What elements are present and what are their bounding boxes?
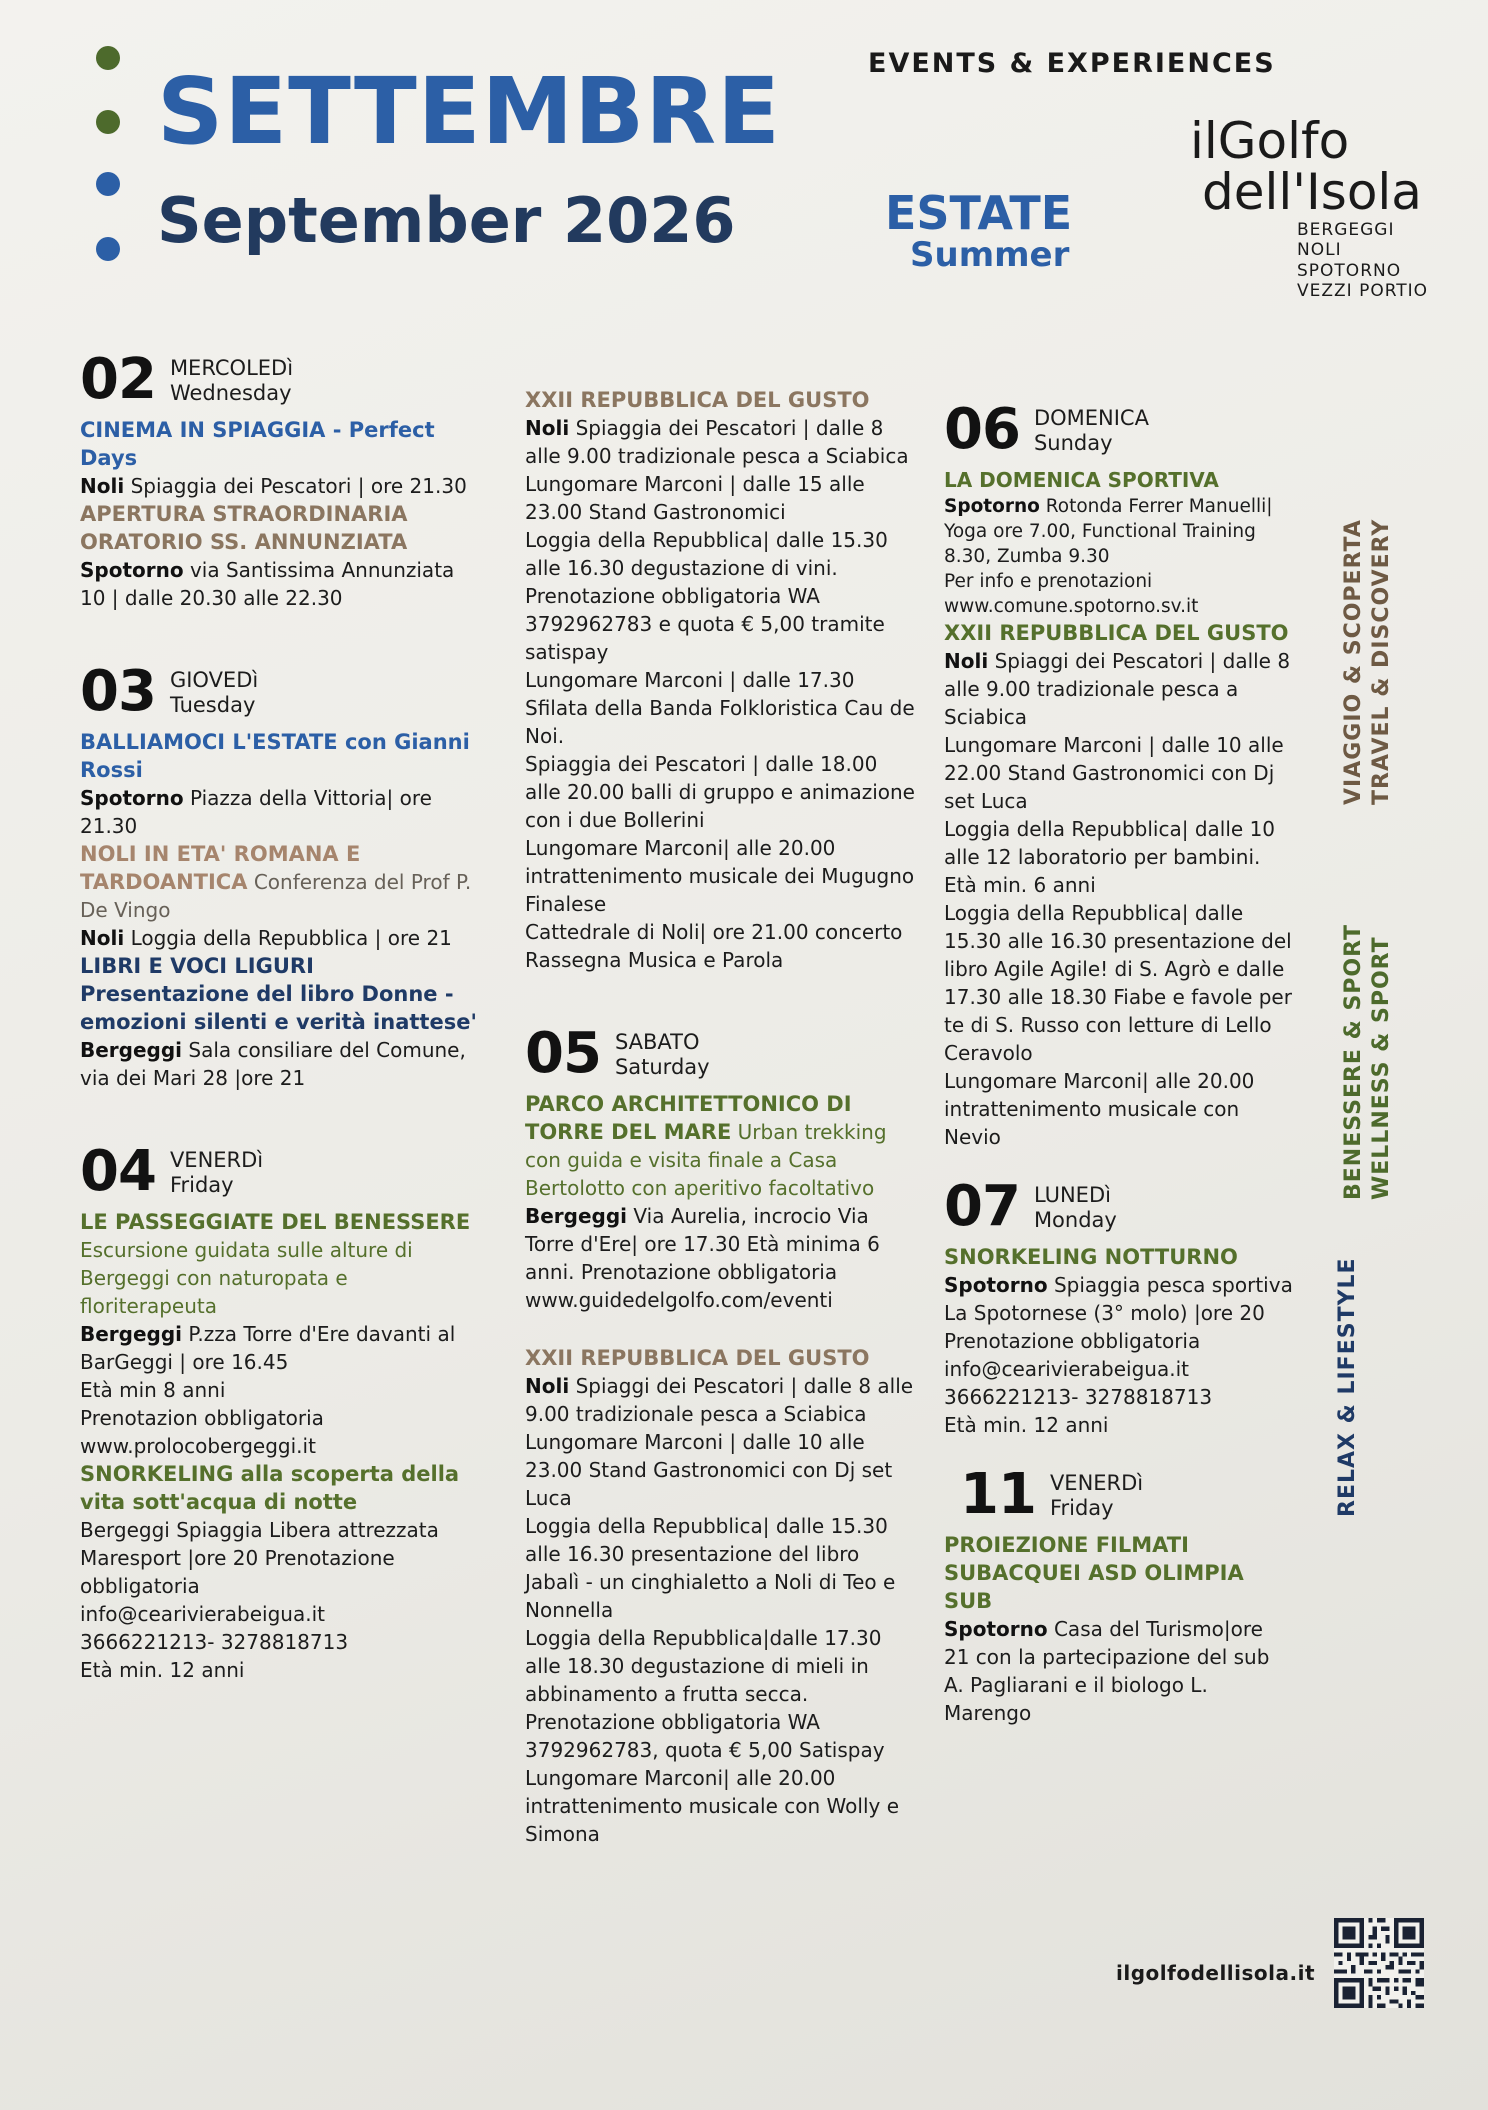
event-oratorio (80, 500, 480, 612)
seal-sub-label: Summer (910, 235, 1070, 275)
day-header-03 (80, 659, 480, 724)
day-name-en: Tuesday (169, 693, 256, 717)
event-title: LIBRI E VOCI LIGURI (80, 954, 314, 978)
event-snorkeling-notturno (944, 1243, 1294, 1439)
day-names (1050, 1469, 1143, 1521)
event-repubblica-gusto-06 (944, 619, 1294, 1151)
event-title: XXII REPUBBLICA DEL GUSTO (525, 1346, 870, 1370)
day-header-05 (525, 1021, 915, 1086)
side-label-text: RELAX & LIFESTYLE (1335, 1257, 1360, 1517)
town-list (1297, 220, 1428, 302)
event-place: Noli (80, 926, 125, 950)
event-details: Rotonda Ferrer Manuelli| Yoga ore 7.00, Functional Training 8.30, Zumba 9.30 (944, 496, 1273, 567)
event-line: Per info e prenotazioni (944, 571, 1153, 592)
event-line: Età min. 12 anni (80, 1658, 245, 1682)
day-names (170, 354, 293, 406)
event-place: Noli (944, 649, 989, 673)
event-line: Loggia della Repubblica| dalle 10 alle 12 laboratorio per bambini. Età min. 6 anni (944, 817, 1276, 897)
event-place: Bergeggi (525, 1204, 628, 1228)
event-parco-architettonico (525, 1090, 915, 1314)
event-line: Lungomare Marconi | dalle 10 alle 23.00 Stand Gastronomici con Dj set Luca (525, 1430, 893, 1510)
day-names (1034, 1181, 1117, 1233)
event-domenica-sportiva (944, 466, 1294, 619)
event-cinema-spiaggia (80, 416, 480, 500)
event-snorkeling-notte (80, 1460, 480, 1684)
event-place: Noli (525, 1374, 570, 1398)
side-label-en: WELLNESS & SPORT (1369, 936, 1394, 1200)
blue-dot-icon (96, 172, 120, 196)
qr-code-icon[interactable] (1334, 1918, 1424, 2008)
event-line: Lungomare Marconi| alle 20.00 intrattenimento musicale con Nevio (944, 1069, 1255, 1149)
blue-dot-icon (96, 237, 120, 261)
event-title: XXII REPUBBLICA DEL GUSTO (525, 388, 870, 412)
event-place: Spotorno (944, 1617, 1048, 1641)
day-names (1034, 404, 1149, 456)
day-number: 03 (80, 659, 156, 724)
side-label-it: BENESSERE & SPORT (1341, 923, 1366, 1200)
day-header-02 (80, 347, 480, 412)
event-title: PROIEZIONE FILMATI SUBACQUEI ASD OLIMPIA SUB (944, 1533, 1244, 1613)
event-details: Bergeggi Spiaggia Libera attrezzata Maresport |ore 20 Prenotazione obbligatoria (80, 1518, 439, 1598)
event-place: Spotorno (80, 786, 184, 810)
event-details: Spiaggia dei Pescatori | ore 21.30 (130, 474, 467, 498)
town-item: NOLI (1297, 240, 1342, 261)
event-line: Età min 8 anni (80, 1378, 226, 1402)
event-line: Loggia della Repubblica| dalle 15.30 alle 16.30 presentazione del libro Jabalì - un cinghialetto a Noli di Teo e Nonnella (525, 1514, 896, 1622)
brand-line1: ilGolfo (1190, 112, 1350, 170)
event-place: Noli (525, 416, 570, 440)
event-details: Spiaggi dei Pescatori | dalle 8 alle 9.00 tradizionale pesca a Sciabica (944, 649, 1291, 729)
day-name-en: Sunday (1033, 431, 1113, 455)
event-details: P.zza Torre d'Ere davanti al BarGeggi | ore 16.45 (80, 1322, 456, 1374)
event-line: Lungomare Marconi| alle 20.00 intrattenimento musicale con Wolly e Simona (525, 1766, 899, 1846)
day-header-06 (944, 397, 1294, 462)
event-title: SNORKELING NOTTURNO (944, 1245, 1238, 1269)
event-noli-romana (80, 840, 480, 952)
event-place: Bergeggi (80, 1322, 183, 1346)
event-link: www.comune.spotorno.sv.it (944, 596, 1199, 617)
event-line: Prenotazion obbligatoria (80, 1406, 324, 1430)
event-line: Lungomare Marconi| alle 20.00 intrattenimento musicale dei Mugugno Finalese (525, 836, 915, 916)
day-name-en: Monday (1033, 1208, 1117, 1232)
event-email: info@cearivierabeigua.it (944, 1357, 1189, 1381)
day-name-it: VENERDì (1049, 1471, 1144, 1495)
event-details: via Santissima Annunziata 10 | dalle 20.30 alle 22.30 (80, 558, 455, 610)
event-title: LA DOMENICA SPORTIVA (944, 468, 1219, 492)
event-subtitle: Escursione guidata sulle alture di Bergeggi con naturopata e floriterapeuta (80, 1238, 413, 1318)
day-name-it: MERCOLEDì (169, 356, 294, 380)
day-names (170, 1146, 263, 1198)
event-title: ORATORIO SS. ANNUNZIATA (80, 530, 408, 554)
event-line: Prenotazione obbligatoria WA 3792962783, quota € 5,00 Satispay (525, 1710, 885, 1762)
event-subtitle: Conferenza del Prof P. De Vingo (80, 870, 472, 922)
website-link[interactable]: ilgolfodellisola.it (1116, 1961, 1316, 1985)
event-filmati-subacquei (944, 1531, 1294, 1727)
brand-line2: dell'Isola (1202, 163, 1422, 221)
seal-ring-text: EVENTS & EXPERIENCES (868, 48, 1276, 79)
event-title: LE PASSEGGIATE DEL BENESSERE (80, 1210, 471, 1234)
page-title: SETTEMBRE (157, 58, 781, 165)
day-header-11 (944, 1462, 1294, 1527)
day-name-en: Friday (1049, 1496, 1114, 1520)
event-details: Spiaggia pesca sportiva La Spotornese (3° molo) |ore 20 (944, 1273, 1293, 1325)
event-title: CINEMA IN SPIAGGIA - Perfect Days (80, 418, 435, 470)
event-balliamoci (80, 728, 480, 840)
event-repubblica-gusto-04 (525, 386, 915, 974)
day-number: 05 (525, 1021, 601, 1086)
day-number: 07 (944, 1174, 1020, 1239)
column-3 (944, 397, 1294, 1727)
event-phone: 3666221213- 3278818713 (80, 1630, 349, 1654)
day-number: 06 (944, 397, 1020, 462)
day-header-04 (80, 1139, 480, 1204)
side-label-en: TRAVEL & DISCOVERY (1369, 518, 1394, 805)
event-title: SNORKELING alla scoperta della vita sott'acqua di notte (80, 1462, 460, 1514)
side-label-viaggio (1340, 500, 1396, 805)
day-names (170, 666, 258, 718)
page-subtitle: September 2026 (157, 184, 736, 257)
day-name-it: LUNEDì (1033, 1183, 1111, 1207)
event-place: Spotorno (80, 558, 184, 582)
event-details: Spiaggi dei Pescatori | dalle 8 alle 9.00 tradizionale pesca a Sciabica (525, 1374, 914, 1426)
column-1 (80, 347, 480, 1684)
event-line: Loggia della Repubblica| dalle 15.30 alle 16.30 presentazione del libro Agile Agile! di S. Agrò e dalle 17.30 alle 18.30 Fiabe e favole per te di S. Russo con letture di Lello Ceravolo (944, 901, 1292, 1065)
event-line: Cattedrale di Noli| ore 21.00 concerto Rassegna Musica e Parola (525, 920, 903, 972)
event-place: Spotorno (944, 496, 1040, 517)
event-details: Casa del Turismo|ore 21 con la partecipazione del sub A. Pagliarani e il biologo L. Marengo (944, 1617, 1270, 1725)
event-details: Piazza della Vittoria| ore 21.30 (80, 786, 432, 838)
town-item: SPOTORNO (1297, 260, 1402, 281)
event-repubblica-gusto-05 (525, 1344, 915, 1848)
town-item: VEZZI PORTIO (1297, 281, 1429, 302)
town-item: BERGEGGI (1297, 220, 1395, 240)
event-link: www.guidedelgolfo.com/eventi (525, 1288, 833, 1312)
event-libri-voci (80, 952, 480, 1092)
event-subtitle: Urban trekking con guida e visita finale a Casa Bertolotto con aperitivo facoltativo (525, 1120, 887, 1200)
brand-logo (1190, 112, 1422, 221)
event-place: Noli (80, 474, 125, 498)
day-name-en: Wednesday (169, 381, 292, 405)
day-name-en: Friday (169, 1173, 234, 1197)
event-line: Lungomare Marconi | dalle 10 alle 22.00 Stand Gastronomici con Dj set Luca (944, 733, 1284, 813)
seal-main-label: ESTATE (885, 186, 1073, 240)
day-number: 02 (80, 347, 156, 412)
side-label-relax (1334, 1252, 1362, 1517)
event-details: Sala consiliare del Comune, via dei Mari 28 |ore 21 (80, 1038, 466, 1090)
day-number: 04 (80, 1139, 156, 1204)
event-subtitle: Presentazione del libro Donne -emozioni silenti e verità inattese' (80, 982, 477, 1034)
day-names (615, 1028, 710, 1080)
event-place: Spotorno (944, 1273, 1048, 1297)
event-title: XXII REPUBBLICA DEL GUSTO (944, 621, 1289, 645)
event-details: Loggia della Repubblica | ore 21 (130, 926, 452, 950)
event-title: BALLIAMOCI L'ESTATE con Gianni Rossi (80, 730, 470, 782)
event-details: Via Aurelia, incrocio Via Torre d'Ere| ore 17.30 Età minima 6 anni. Prenotazione obbligatoria (525, 1204, 880, 1284)
event-passeggiate (80, 1208, 480, 1460)
event-phone: 3666221213- 3278818713 (944, 1385, 1213, 1409)
event-line: Spiaggia dei Pescatori | dalle 18.00 alle 20.00 balli di gruppo e animazione con i due Bollerini (525, 752, 915, 832)
day-name-it: VENERDì (169, 1148, 264, 1172)
day-name-it: GIOVEDì (169, 668, 259, 692)
event-place: Bergeggi (80, 1038, 183, 1062)
day-header-07 (944, 1174, 1294, 1239)
event-title: NOLI IN ETA' ROMANA E TARDOANTICA (80, 842, 361, 894)
event-line: Età min. 12 anni (944, 1413, 1109, 1437)
event-line: Loggia della Repubblica|dalle 17.30 alle 18.30 degustazione di mieli in abbinamento a frutta secca. (525, 1626, 882, 1706)
green-dot-icon (96, 46, 120, 70)
event-title: PARCO ARCHITETTONICO DI TORRE DEL MARE (525, 1092, 852, 1144)
event-line: Lungomare Marconi | dalle 17.30 Sfilata della Banda Folkloristica Cau de Noi. (525, 668, 915, 748)
green-dot-icon (96, 110, 120, 134)
event-link: www.prolocobergeggi.it (80, 1434, 316, 1458)
event-title: APERTURA STRAORDINARIA (80, 502, 408, 526)
event-email: info@cearivierabeigua.it (80, 1602, 325, 1626)
event-line: Loggia della Repubblica| dalle 15.30 alle 16.30 degustazione di vini. Prenotazione obbligatoria WA 3792962783 e quota € 5,00 tramite satispay (525, 528, 888, 664)
day-name-it: DOMENICA (1033, 406, 1149, 430)
event-line: Prenotazione obbligatoria (944, 1329, 1201, 1353)
day-name-en: Saturday (614, 1055, 710, 1079)
event-line: Lungomare Marconi | dalle 15 alle 23.00 Stand Gastronomici (525, 472, 865, 524)
day-name-it: SABATO (614, 1030, 700, 1054)
event-details: Spiaggia dei Pescatori | dalle 8 alle 9.00 tradizionale pesca a Sciabica (525, 416, 909, 468)
side-label-benessere (1340, 915, 1396, 1200)
side-label-it: VIAGGIO & SCOPERTA (1341, 519, 1366, 805)
column-2 (525, 386, 915, 1848)
day-number: 11 (960, 1462, 1036, 1527)
